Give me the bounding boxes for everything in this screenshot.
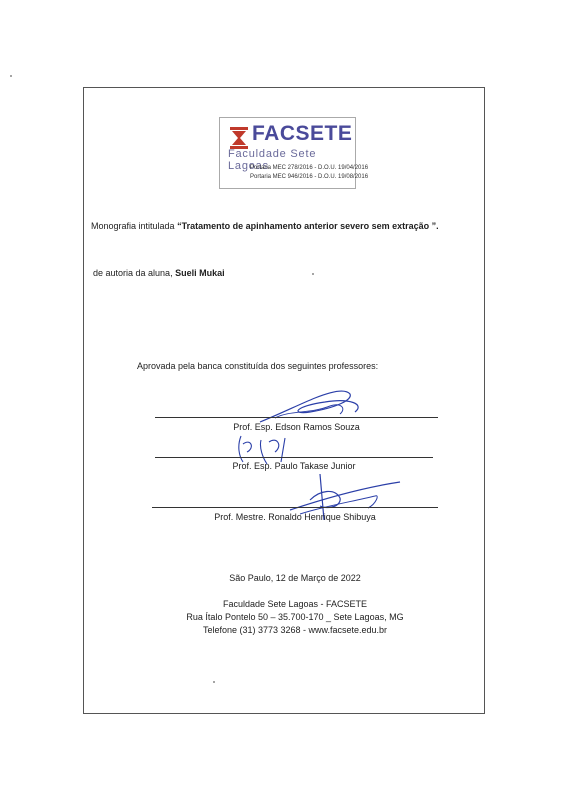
author-name: Sueli Mukai bbox=[175, 268, 225, 278]
date-line: São Paulo, 12 de Março de 2022 bbox=[229, 573, 361, 583]
approval-text: Aprovada pela banca constituída dos seguintes professores: bbox=[137, 361, 379, 371]
scan-speck bbox=[312, 273, 314, 275]
institution-phone: Telefone (31) 3773 3268 - www.facsete.edu.br bbox=[202, 625, 388, 635]
monograph-line bbox=[91, 221, 439, 231]
professor-2: Prof. Esp. Paulo Takase Junior bbox=[232, 461, 356, 471]
author-prefix: de autoria da aluna, bbox=[93, 268, 176, 278]
institution-address: Rua Ítalo Pontelo 50 – 35.700-170 _ Sete Lagoas, MG bbox=[186, 612, 404, 622]
scan-speck bbox=[213, 681, 215, 683]
signature-line-2 bbox=[155, 457, 433, 458]
scan-speck bbox=[10, 75, 12, 77]
logo-brand: FACSETE bbox=[252, 122, 353, 145]
logo-portaria-2: Portaria MEC 946/2016 - D.O.U. 19/08/2016 bbox=[250, 174, 369, 180]
professor-3: Prof. Mestre. Ronaldo Henrique Shibuya bbox=[214, 512, 376, 522]
logo-subtitle: Faculdade Sete Lagoas bbox=[228, 148, 317, 172]
author-line bbox=[93, 268, 225, 278]
monograph-prefix: Monografia intitulada bbox=[91, 221, 178, 231]
signature-line-3 bbox=[152, 507, 438, 508]
logo-portaria-1: Portaria MEC 278/2016 - D.O.U. 19/04/2016 bbox=[250, 165, 369, 171]
monograph-title: “Tratamento de apinhamento anterior severo sem extração ”. bbox=[177, 221, 439, 231]
institution-name: Faculdade Sete Lagoas - FACSETE bbox=[222, 599, 368, 609]
signature-line-1 bbox=[155, 417, 438, 418]
facsete-logo bbox=[219, 117, 369, 189]
facsete-emblem-icon bbox=[230, 127, 248, 149]
professor-1: Prof. Esp. Edson Ramos Souza bbox=[233, 422, 360, 432]
